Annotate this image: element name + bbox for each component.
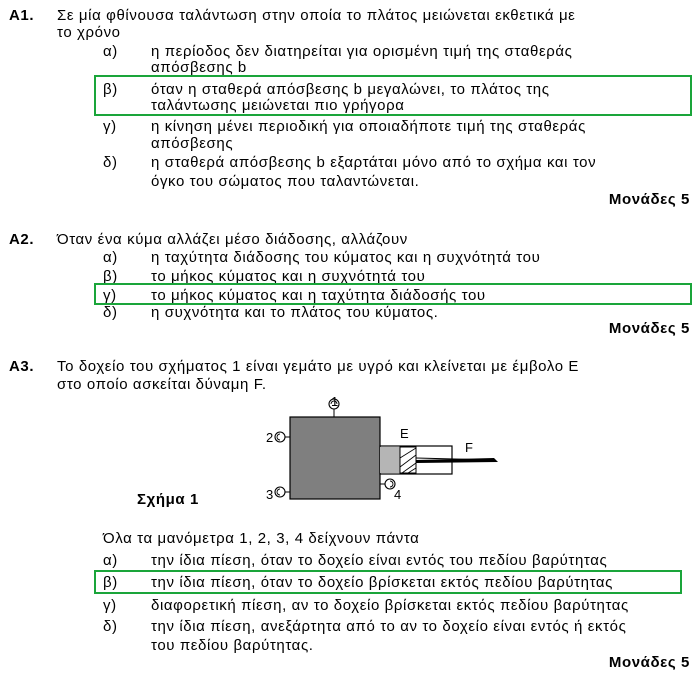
marks-a3: Μονάδες 5 bbox=[608, 654, 690, 671]
cylinder-liquid bbox=[380, 447, 400, 473]
option-a2-a-line-1: η ταχύτητα διάδοσης του κύματος και η συχνότητά του bbox=[151, 249, 541, 266]
option-a3-d-letter: δ) bbox=[103, 618, 118, 635]
question-a3-lead: Όλα τα μανόμετρα 1, 2, 3, 4 δείχνουν πάντα bbox=[103, 530, 420, 547]
option-a2-c-line-1: το μήκος κύματος και η ταχύτητα διάδοσής του bbox=[151, 287, 486, 304]
option-a1-c-line-2: απόσβεσης bbox=[151, 135, 234, 152]
option-a3-a-line-1: την ίδια πίεση, όταν το δοχείο είναι εντός του πεδίου βαρύτητας bbox=[151, 552, 608, 569]
option-a1-d-line-2: όγκο του σώματος που ταλαντώνεται. bbox=[151, 173, 420, 190]
gauge-2-label: 2 bbox=[266, 430, 274, 445]
question-a3-stem-line-1: Το δοχείο του σχήματος 1 είναι γεμάτο με υγρό και κλείνεται με έμβολο Ε bbox=[57, 358, 580, 375]
option-a1-a-letter: α) bbox=[103, 43, 118, 60]
liquid-container bbox=[290, 417, 380, 499]
question-a3-stem-line-2: στο οποίο ασκείται δύναμη F. bbox=[57, 376, 267, 393]
option-a2-a-letter: α) bbox=[103, 249, 118, 266]
question-a1-stem-line-2: το χρόνο bbox=[57, 24, 121, 41]
option-a3-d-line-1: την ίδια πίεση, ανεξάρτητα από το αν το δοχείο είναι εντός ή εκτός bbox=[151, 618, 627, 635]
option-a3-a-letter: α) bbox=[103, 552, 118, 569]
option-a2-d-letter: δ) bbox=[103, 304, 118, 321]
answer-highlight-a2 bbox=[94, 283, 692, 305]
option-a1-c-letter: γ) bbox=[103, 118, 117, 135]
option-a3-b-line-1: την ίδια πίεση, όταν το δοχείο βρίσκεται εκτός πεδίου βαρύτητας bbox=[151, 574, 614, 591]
piston-e-label: E bbox=[400, 426, 410, 441]
gauge-4-label: 4 bbox=[394, 487, 402, 502]
marks-a1: Μονάδες 5 bbox=[608, 191, 690, 208]
option-a1-d-line-1: η σταθερά απόσβεσης b εξαρτάται μόνο από το σχήμα και τον bbox=[151, 154, 597, 171]
option-a1-b-letter: β) bbox=[103, 81, 118, 98]
question-a2-stem-line-1: Όταν ένα κύμα αλλάζει μέσο διάδοσης, αλλάζουν bbox=[57, 231, 408, 248]
option-a3-c-line-1: διαφορετική πίεση, αν το δοχείο βρίσκεται εκτός πεδίου βαρύτητας bbox=[151, 597, 629, 614]
option-a1-a-line-2: απόσβεσης b bbox=[151, 59, 247, 76]
option-a2-b-letter: β) bbox=[103, 268, 118, 285]
question-a1-stem-line-1: Σε μία φθίνουσα ταλάντωση στην οποία το πλάτος μειώνεται εκθετικά με bbox=[57, 7, 576, 24]
gauge-2-icon bbox=[275, 432, 290, 442]
option-a3-b-letter: β) bbox=[103, 574, 118, 591]
question-number-a2: Α2. bbox=[9, 231, 35, 248]
gauge-4-icon bbox=[380, 479, 395, 489]
gauge-1-label: 1 bbox=[331, 394, 339, 409]
question-number-a1: Α1. bbox=[9, 7, 35, 24]
answer-highlight-a1 bbox=[94, 75, 692, 116]
answer-highlight-a3 bbox=[94, 570, 682, 594]
question-number-a3: Α3. bbox=[9, 358, 35, 375]
option-a1-b-line-1: όταν η σταθερά απόσβεσης b μεγαλώνει, το πλάτος της bbox=[151, 81, 550, 98]
option-a1-a-line-1: η περίοδος δεν διατηρείται για ορισμένη τιμή της σταθεράς bbox=[151, 43, 573, 60]
gauge-3-label: 3 bbox=[266, 487, 274, 502]
option-a2-c-letter: γ) bbox=[103, 287, 117, 304]
option-a2-d-line-1: η συχνότητα και το πλάτος του κύματος. bbox=[151, 304, 439, 321]
option-a3-c-letter: γ) bbox=[103, 597, 117, 614]
option-a1-b-line-2: ταλάντωσης μειώνεται πιο γρήγορα bbox=[151, 97, 405, 114]
figure-caption: Σχήμα 1 bbox=[137, 491, 199, 508]
option-a1-d-letter: δ) bbox=[103, 154, 118, 171]
option-a1-c-line-1: η κίνηση μένει περιοδική για οποιαδήποτε τιμή της σταθεράς bbox=[151, 118, 586, 135]
force-f-label: F bbox=[465, 440, 474, 455]
gauge-3-icon bbox=[275, 487, 290, 497]
option-a2-b-line-1: το μήκος κύματος και η συχνότητά του bbox=[151, 268, 426, 285]
option-a3-d-line-2: του πεδίου βαρύτητας. bbox=[151, 637, 314, 654]
marks-a2: Μονάδες 5 bbox=[608, 320, 690, 337]
